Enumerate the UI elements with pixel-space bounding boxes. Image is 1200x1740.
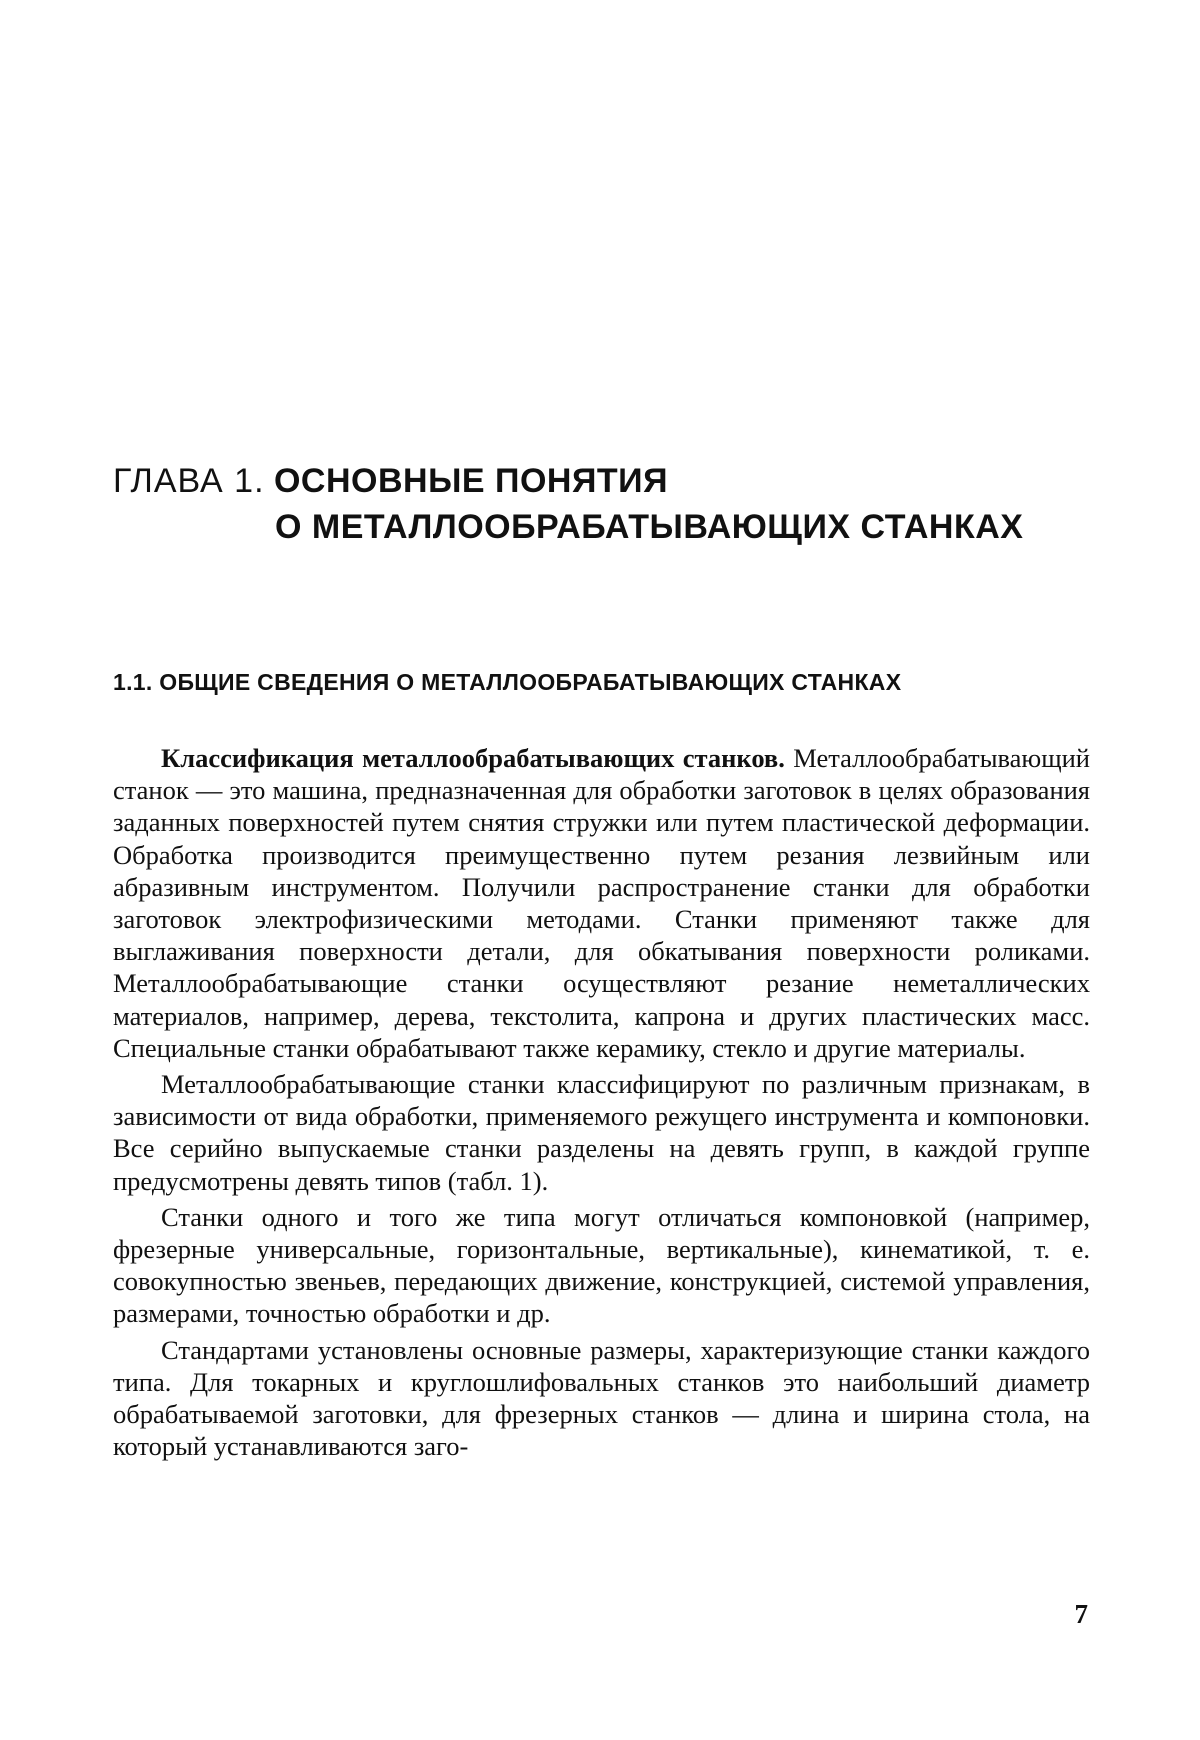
chapter-title-line2: О МЕТАЛЛООБРАБАТЫВАЮЩИХ СТАНКАХ bbox=[275, 508, 1024, 546]
chapter-title-line1: ОСНОВНЫЕ ПОНЯТИЯ bbox=[273, 462, 669, 500]
page-number: 7 bbox=[1074, 1599, 1088, 1629]
chapter-label: ГЛАВА 1. bbox=[113, 462, 265, 500]
paragraph-1 bbox=[113, 742, 1090, 1064]
chapter-heading bbox=[113, 458, 1073, 550]
body-text bbox=[113, 742, 1090, 1466]
paragraph-1-runin-heading: Классификация металлообрабатывающих станков. bbox=[161, 743, 785, 773]
paragraph-1-text: Металлообрабатывающий станок — это машина, предназначенная для обработки заготовок в целях образования заданных поверхностей путем снятия стружки или путем пластической деформации. Обработка производится преимущественно путем резания лезвийным или абразивным инструментом. Получили распространение станки для обработки заготовок электрофизическими методами. Станки применяют также для выглаживания поверхности детали, для обкатывания поверхности роликами. Металлообрабатывающие станки осуществляют резание неметаллических материалов, например, дерева, текстолита, капрона и других пластических масс. Специальные станки обрабатывают также керамику, стекло и другие материалы. bbox=[113, 743, 1090, 1063]
section-heading: 1.1. ОБЩИЕ СВЕДЕНИЯ О МЕТАЛЛООБРАБАТЫВАЮЩИХ СТАНКАХ bbox=[113, 669, 902, 695]
paragraph-2: Металлообрабатывающие станки классифицируют по различным признакам, в зависимости от вида обработки, применяемого режущего инструмента и компоновки. Все серийно выпускаемые станки разделены на девять групп, в каждой группе предусмотрены девять типов (табл. 1). bbox=[113, 1069, 1090, 1196]
paragraph-4: Стандартами установлены основные размеры, характеризующие станки каждого типа. Для токарных и круглошлифовальных станков это наибольший диаметр обрабатываемой заготовки, для фрезерных станков — длина и ширина стола, на который устанавливаются заго- bbox=[113, 1334, 1090, 1462]
paragraph-3: Станки одного и того же типа могут отличаться компоновкой (например, фрезерные универсальные, горизонтальные, вертикальные), кинематикой, т. е. совокупностью звеньев, передающих движение, конструкцией, системой управления, размерами, точностью обработки и др. bbox=[113, 1201, 1090, 1329]
